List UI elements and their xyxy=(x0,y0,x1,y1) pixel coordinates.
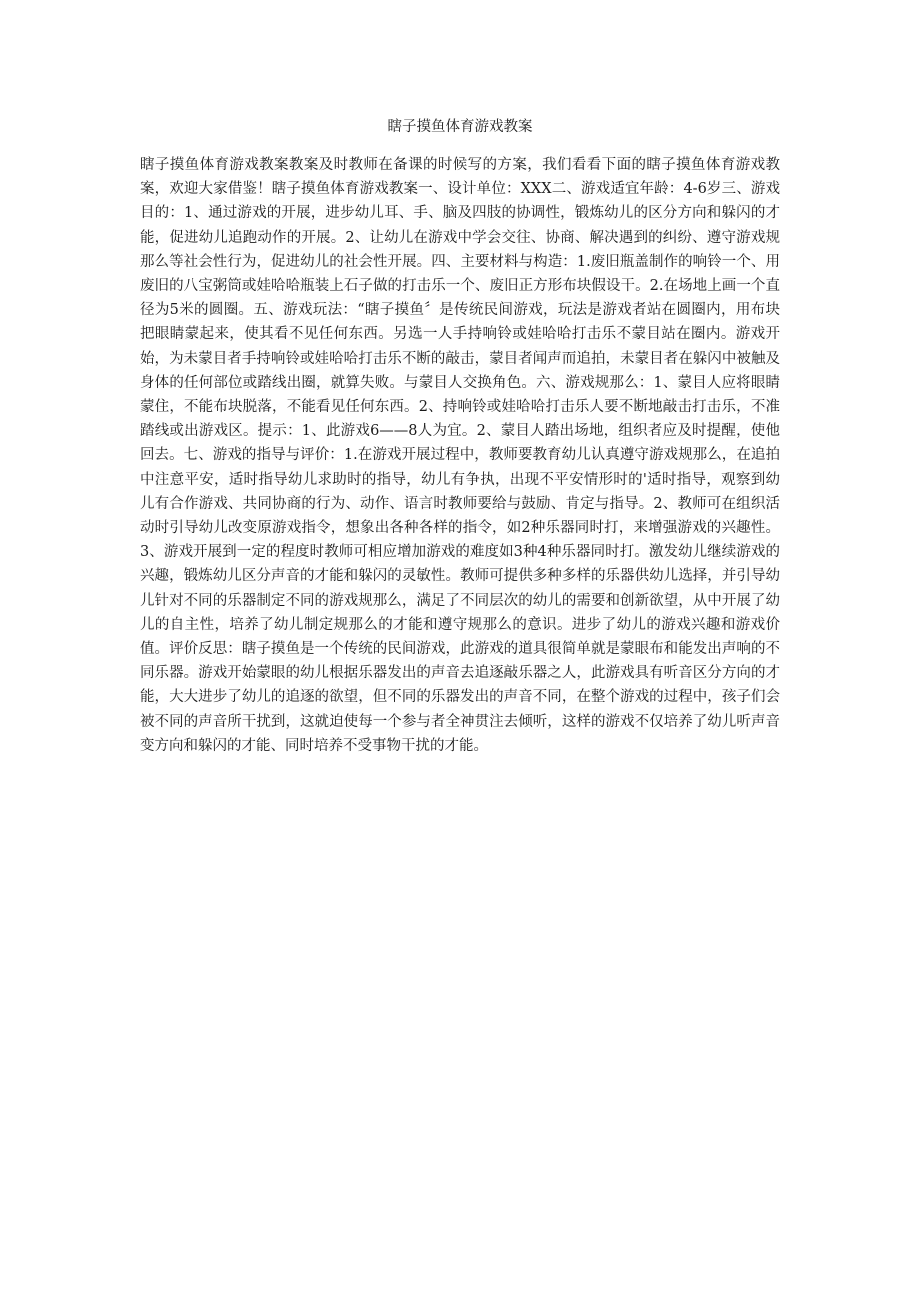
document-body: 瞎子摸鱼体育游戏教案教案及时教师在备课的时候写的方案，我们看看下面的瞎子摸鱼体育游戏教案，欢迎大家借鉴！瞎子摸鱼体育游戏教案一、设计单位：XXX二、游戏适宜年龄：4-6岁三、游戏目的：1、通过游戏的开展，进步幼儿耳、手、脑及四肢的协调性，锻炼幼儿的区分方向和躲闪的才能，促进幼儿追跑动作的开展。2、让幼儿在游戏中学会交往、协商、解决遇到的纠纷、遵守游戏规那么等社会性行为，促进幼儿的社会性开展。四、主要材料与构造：1.废旧瓶盖制作的响铃一个、用废旧的八宝粥筒或娃哈哈瓶装上石子做的打击乐一个、废旧正方形布块假设干。2.在场地上画一个直径为5米的圆圈。五、游戏玩法：“瞎子摸鱼〞是传统民间游戏，玩法是游戏者站在圆圈内，用布块把眼睛蒙起来，使其看不见任何东西。另选一人手持响铃或娃哈哈打击乐不蒙目站在圈内。游戏开始，为未蒙目者手持响铃或娃哈哈打击乐不断的敲击，蒙目者闻声而追拍，未蒙目者在躲闪中被触及身体的任何部位或踏线出圈，就算失败。与蒙目人交换角色。六、游戏规那么：1、蒙目人应将眼睛蒙住，不能布块脱落，不能看见任何东西。2、持响铃或娃哈哈打击乐人要不断地敲击打击乐，不准踏线或出游戏区。提示：1、此游戏6——8人为宜。2、蒙目人踏出场地，组织者应及时提醒，使他回去。七、游戏的指导与评价：1.在游戏开展过程中，教师要教育幼儿认真遵守游戏规那么，在追拍中注意平安，适时指导幼儿求助时的指导，幼儿有争执，出现不平安情形时的'适时指导，观察到幼儿有合作游戏、共同协商的行为、动作、语言时教师要给与鼓励、肯定与指导。2、教师可在组织活动时引导幼儿改变原游戏指令，想象出各种各样的指令，如2种乐器同时打，来增强游戏的兴趣性。3、游戏开展到一定的程度时教师可相应增加游戏的难度如3种4种乐器同时打。激发幼儿继续游戏的兴趣，锻炼幼儿区分声音的才能和躲闪的灵敏性。教师可提供多种多样的乐器供幼儿选择，并引导幼儿针对不同的乐器制定不同的游戏规那么，满足了不同层次的幼儿的需要和创新欲望，从中开展了幼儿的自主性，培养了幼儿制定规那么的才能和遵守规那么的意识。进步了幼儿的游戏兴趣和游戏价值。评价反思：瞎子摸鱼是一个传统的民间游戏，此游戏的道具很简单就是蒙眼布和能发出声响的不同乐器。游戏开始蒙眼的幼儿根据乐器发出的声音去追逐敲乐器之人，此游戏具有听音区分方向的才能，大大进步了幼儿的追逐的欲望，但不同的乐器发出的声音不同，在整个游戏的过程中，孩子们会被不同的声音所干扰到，这就迫使每一个参与者全神贯注去倾听，这样的游戏不仅培养了幼儿听声音变方向和躲闪的才能、同时培养不受事物干扰的才能。 xyxy=(140,157,780,754)
document-title: 瞎子摸鱼体育游戏教案 xyxy=(387,119,533,135)
